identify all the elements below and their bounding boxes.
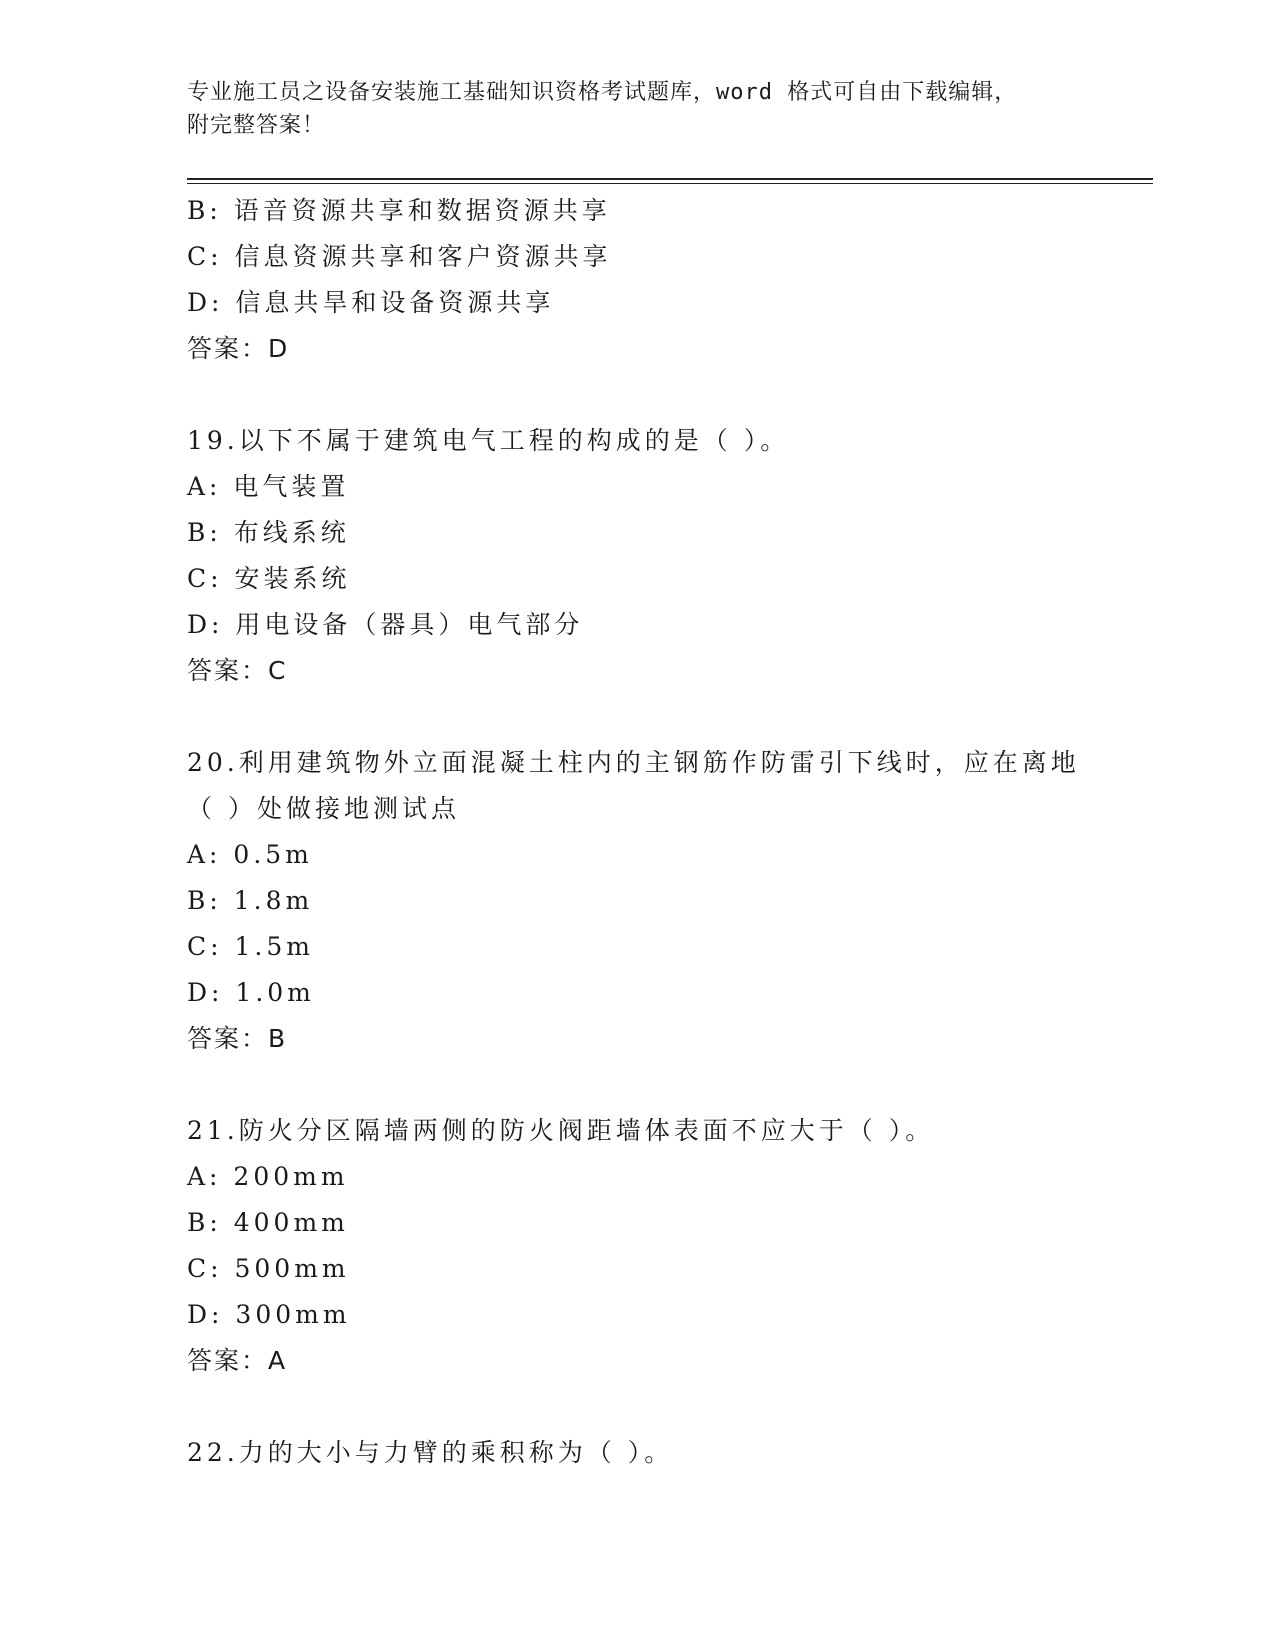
question-19-text: 19.以下不属于建筑电气工程的构成的是（ ）。	[187, 426, 790, 455]
spacer	[187, 1384, 1087, 1430]
spacer	[187, 1062, 1087, 1108]
question-20-option-a: A: 0.5m	[187, 840, 313, 869]
question-20-block	[187, 740, 1087, 1062]
question-21-answer: 答案：A	[187, 1346, 288, 1375]
question-20-text-line-1: 20.利用建筑物外立面混凝土柱内的主钢筋作防雷引下线时，应在离地	[187, 748, 1080, 777]
question-21-option-c: C: 500mm	[187, 1254, 350, 1283]
question-18-block	[187, 188, 1087, 372]
question-18-option-c: C: 信息资源共享和客户资源共享	[187, 242, 612, 271]
header-divider-thin	[187, 183, 1153, 184]
header-divider-thick	[187, 178, 1153, 180]
header-line-2: 附完整答案！	[187, 113, 326, 138]
question-20-answer: 答案：B	[187, 1024, 288, 1053]
question-19-option-a: A: 电气装置	[187, 472, 350, 501]
question-20-option-d: D: 1.0m	[187, 978, 315, 1007]
question-19-block	[187, 418, 1087, 694]
question-18-option-d: D: 信息共旱和设备资源共享	[187, 288, 555, 317]
question-18-option-b: B: 语音资源共享和数据资源共享	[187, 196, 611, 225]
question-18-answer: 答案：D	[187, 334, 290, 363]
question-list	[187, 188, 1087, 1476]
spacer	[187, 694, 1087, 740]
question-21-block	[187, 1108, 1087, 1384]
question-19-option-c: C: 安装系统	[187, 564, 351, 593]
header-line-1: 专业施工员之设备安装施工基础知识资格考试题库，word 格式可自由下载编辑，	[187, 80, 1018, 105]
question-21-option-a: A: 200mm	[187, 1162, 349, 1191]
spacer	[187, 372, 1087, 418]
question-19-option-d: D: 用电设备（器具）电气部分	[187, 610, 584, 639]
question-20-option-b: B: 1.8m	[187, 886, 314, 915]
question-20-text-line-2: （ ）处做接地测试点	[187, 794, 460, 823]
question-19-option-b: B: 布线系统	[187, 518, 350, 547]
question-19-answer: 答案：C	[187, 656, 288, 685]
question-21-option-d: D: 300mm	[187, 1300, 351, 1329]
question-22-block	[187, 1430, 1087, 1476]
question-22-text: 22.力的大小与力臂的乘积称为（ ）。	[187, 1438, 674, 1467]
question-21-text: 21.防火分区隔墙两侧的防火阀距墙体表面不应大于（ ）。	[187, 1116, 935, 1145]
document-header	[187, 76, 1087, 142]
question-21-option-b: B: 400mm	[187, 1208, 349, 1237]
question-20-option-c: C: 1.5m	[187, 932, 314, 961]
